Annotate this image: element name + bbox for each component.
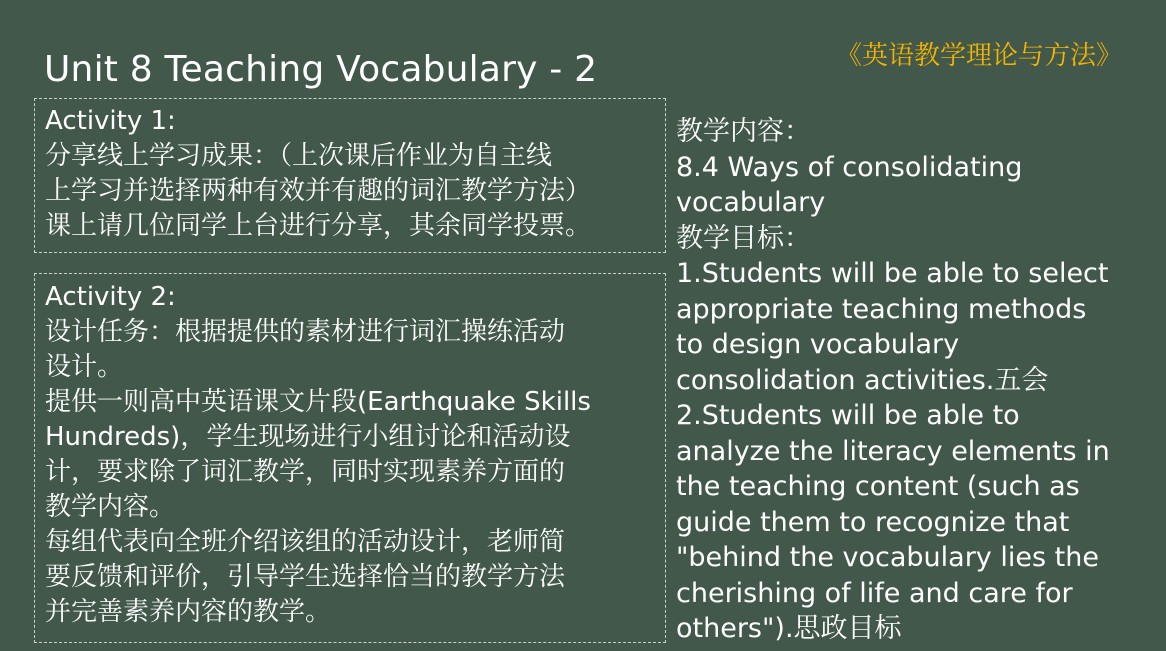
goal-line: the teaching content (such as [676, 471, 1080, 502]
goal-line: consolidation activities.五会 [676, 364, 1049, 396]
course-name: 《英语教学理论与方法》 [835, 41, 1122, 71]
activity-2-line: Hundreds)，学生现场进行小组讨论和活动设 [45, 422, 571, 452]
activity-2-line: 提供一则高中英语课文片段(Earthquake Skills [45, 387, 591, 417]
goal-line: 2.Students will be able to [676, 400, 1020, 431]
activity-2-line: 计，要求除了词汇教学，同时实现素养方面的 [45, 457, 566, 487]
activity-1-text [45, 104, 591, 244]
goal-line: guide them to recognize that [676, 506, 1070, 538]
teaching-content-label: 教学内容： [676, 116, 811, 147]
activity-2-line: 设计任务：根据提供的素材进行词汇操练活动 [45, 317, 566, 347]
activity-1-line: 分享线上学习成果：（上次课后作业为自主线 [45, 141, 553, 171]
activity-2-line: 教学内容。 [45, 492, 176, 522]
goal-line: 1.Students will be able to select [676, 258, 1109, 289]
goal-line: analyze the literacy elements in [676, 435, 1110, 467]
goal-line: others").思政目标 [676, 613, 902, 644]
teaching-content-line: 8.4 Ways of consolidating [676, 151, 1023, 183]
goal-line: appropriate teaching methods [676, 293, 1087, 325]
activity-2-heading: Activity 2: [45, 282, 176, 312]
goal-line: cherishing of life and care for [676, 577, 1073, 609]
goal-line: to design vocabulary [676, 329, 960, 360]
goal-line: "behind the vocabulary lies the [676, 542, 1099, 573]
activity-2-line: 并完善素养内容的教学。 [45, 597, 332, 627]
activity-2-line: 要反馈和评价，引导学生选择恰当的教学方法 [45, 562, 566, 592]
activity-1-line: 课上请几位同学上台进行分享，其余同学投票。 [45, 211, 592, 241]
teaching-objectives-panel [676, 114, 1110, 647]
slide-title: Unit 8 Teaching Vocabulary - 2 [44, 49, 598, 90]
activity-2-text [45, 280, 591, 630]
teaching-goals-label: 教学目标： [676, 222, 811, 254]
activity-2-line: 每组代表向全班介绍该组的活动设计，老师简 [45, 527, 566, 557]
activity-1-line: 上学习并选择两种有效并有趣的词汇教学方法） [45, 176, 592, 206]
activity-1-heading: Activity 1: [45, 106, 176, 136]
activity-2-line: 设计。 [45, 352, 124, 382]
teaching-content-line: vocabulary [676, 187, 826, 218]
